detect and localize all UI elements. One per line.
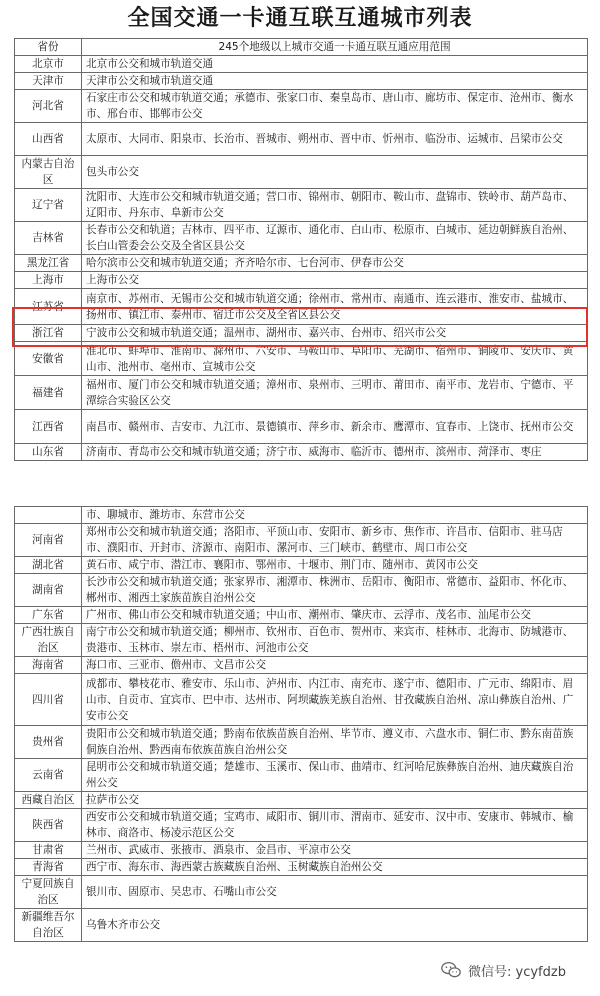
province-cell: 甘肃省 <box>15 842 82 859</box>
province-cell: 上海市 <box>15 272 82 289</box>
table-row <box>15 557 588 574</box>
scope-cell: 哈尔滨市公交和城市轨道交通；齐齐哈尔市、七台河市、伊春市公交 <box>82 255 588 272</box>
table-row <box>15 73 588 90</box>
page-title: 全国交通一卡通互联互通城市列表 <box>127 6 473 31</box>
scope-cell: 长沙市公交和城市轨道交通；张家界市、湘潭市、株洲市、岳阳市、衡阳市、常德市、益阳市、怀化市、郴州市、湘西土家族苗族自治州公交 <box>82 574 588 607</box>
table-row <box>15 255 588 272</box>
table-row <box>15 123 588 156</box>
table-row <box>15 325 588 342</box>
province-cell: 内蒙古自治区 <box>15 156 82 189</box>
province-cell: 宁夏回族自治区 <box>15 876 82 909</box>
watermark <box>440 956 590 984</box>
province-cell: 新疆维吾尔自治区 <box>15 909 82 942</box>
table-row <box>15 657 588 674</box>
scope-cell: 长春市公交和轨道；吉林市、四平市、辽源市、通化市、白山市、松原市、白城市、延边朝鲜族自治州、长白山管委会公交及全省区县公交 <box>82 222 588 255</box>
table-row <box>15 792 588 809</box>
wechat-icon <box>440 959 462 981</box>
scope-cell: 上海市公交 <box>82 272 588 289</box>
table-row <box>15 909 588 942</box>
scope-cell: 成都市、攀枝花市、雅安市、乐山市、泸州市、内江市、南充市、遂宁市、德阳市、广元市、绵阳市、眉山市、自贡市、宜宾市、巴中市、达州市、阿坝藏族羌族自治州、甘孜藏族自治州、凉山彝族自治州、广安市公交 <box>82 674 588 726</box>
scope-cell: 南京市、苏州市、无锡市公交和城市轨道交通；徐州市、常州市、南通市、连云港市、淮安市、盐城市、扬州市、镇江市、泰州市、宿迁市公交及全省区县公交 <box>82 289 588 325</box>
province-cell <box>15 507 82 524</box>
province-cell: 山东省 <box>15 444 82 461</box>
province-cell: 安徽省 <box>15 342 82 376</box>
table-row <box>15 876 588 909</box>
scope-cell: 济南市、青岛市公交和城市轨道交通；济宁市、威海市、临沂市、德州市、滨州市、菏泽市、枣庄 <box>82 444 588 461</box>
scope-cell: 拉萨市公交 <box>82 792 588 809</box>
table-row <box>15 444 588 461</box>
province-cell: 河北省 <box>15 90 82 123</box>
province-cell: 江西省 <box>15 410 82 444</box>
table-row <box>15 410 588 444</box>
scope-cell: 天津市公交和城市轨道交通 <box>82 73 588 90</box>
province-cell: 广东省 <box>15 607 82 624</box>
table-row <box>15 90 588 123</box>
province-cell: 广西壮族自治区 <box>15 624 82 657</box>
province-cell: 四川省 <box>15 674 82 726</box>
scope-cell: 淮北市、蚌埠市、淮南市、滁州市、六安市、马鞍山市、阜阳市、芜湖市、宿州市、铜陵市、安庆市、黄山市、池州市、亳州市、宣城市公交 <box>82 342 588 376</box>
scope-cell: 西安市公交和城市轨道交通；宝鸡市、咸阳市、铜川市、渭南市、延安市、汉中市、安康市、韩城市、榆林市、商洛市、杨凌示范区公交 <box>82 809 588 842</box>
table-row <box>15 809 588 842</box>
table-row <box>15 624 588 657</box>
table-row <box>15 272 588 289</box>
scope-cell: 石家庄市公交和城市轨道交通；承德市、张家口市、秦皇岛市、唐山市、廊坊市、保定市、沧州市、衡水市、邢台市、邯郸市公交 <box>82 90 588 123</box>
province-cell: 青海省 <box>15 859 82 876</box>
province-cell: 湖南省 <box>15 574 82 607</box>
scope-cell: 广州市、佛山市公交和城市轨道交通；中山市、潮州市、肇庆市、云浮市、茂名市、汕尾市公交 <box>82 607 588 624</box>
table-row <box>15 222 588 255</box>
scope-cell: 沈阳市、大连市公交和城市轨道交通；营口市、锦州市、朝阳市、鞍山市、盘锦市、铁岭市、葫芦岛市、辽阳市、丹东市、阜新市公交 <box>82 189 588 222</box>
scope-cell: 宁波市公交和城市轨道交通；温州市、湖州市、嘉兴市、台州市、绍兴市公交 <box>82 325 588 342</box>
table-row <box>15 859 588 876</box>
scope-cell: 南昌市、赣州市、吉安市、九江市、景德镇市、萍乡市、新余市、鹰潭市、宜春市、上饶市、抚州市公交 <box>82 410 588 444</box>
province-cell: 天津市 <box>15 73 82 90</box>
table-row <box>15 507 588 524</box>
province-cell: 浙江省 <box>15 325 82 342</box>
table-row <box>15 189 588 222</box>
province-cell: 海南省 <box>15 657 82 674</box>
table-row <box>15 56 588 73</box>
province-cell: 辽宁省 <box>15 189 82 222</box>
province-cell: 山西省 <box>15 123 82 156</box>
scope-cell: 兰州市、武威市、张掖市、酒泉市、金昌市、平凉市公交 <box>82 842 588 859</box>
province-cell: 湖北省 <box>15 557 82 574</box>
table-row <box>15 574 588 607</box>
province-cell: 黑龙江省 <box>15 255 82 272</box>
scope-cell: 乌鲁木齐市公交 <box>82 909 588 942</box>
province-cell: 西藏自治区 <box>15 792 82 809</box>
table-header-row <box>15 39 588 56</box>
scope-cell: 福州市、厦门市公交和城市轨道交通；漳州市、泉州市、三明市、莆田市、南平市、龙岩市、宁德市、平潭综合实验区公交 <box>82 376 588 410</box>
province-cell: 吉林省 <box>15 222 82 255</box>
table-row <box>15 342 588 376</box>
scope-cell: 西宁市、海东市、海西蒙古族藏族自治州、玉树藏族自治州公交 <box>82 859 588 876</box>
scope-cell: 北京市公交和城市轨道交通 <box>82 56 588 73</box>
scope-cell: 郑州市公交和城市轨道交通；洛阳市、平顶山市、安阳市、新乡市、焦作市、许昌市、信阳市、驻马店市、濮阳市、开封市、济源市、南阳市、漯河市、三门峡市、鹤壁市、周口市公交 <box>82 524 588 557</box>
scope-cell: 黄石市、咸宁市、潜江市、襄阳市、鄂州市、十堰市、荆门市、随州市、黄冈市公交 <box>82 557 588 574</box>
scope-cell: 南宁市公交和城市轨道交通；柳州市、钦州市、百色市、贺州市、来宾市、桂林市、北海市、防城港市、贵港市、玉林市、崇左市、梧州市、河池市公交 <box>82 624 588 657</box>
table-row <box>15 674 588 726</box>
province-cell: 江苏省 <box>15 289 82 325</box>
table-row <box>15 759 588 792</box>
watermark-text: 微信号: ycyfdzb <box>468 964 566 980</box>
scope-cell: 昆明市公交和城市轨道交通；楚雄市、玉溪市、保山市、曲靖市、红河哈尼族彝族自治州、迪庆藏族自治州公交 <box>82 759 588 792</box>
table-row <box>15 842 588 859</box>
scope-cell: 银川市、固原市、吴忠市、石嘴山市公交 <box>82 876 588 909</box>
province-cell: 福建省 <box>15 376 82 410</box>
scope-cell: 太原市、大同市、阳泉市、长治市、晋城市、朔州市、晋中市、忻州市、临汾市、运城市、吕梁市公交 <box>82 123 588 156</box>
table-row <box>15 376 588 410</box>
table-row <box>15 524 588 557</box>
table-row <box>15 289 588 325</box>
scope-cell: 贵阳市公交和城市轨道交通；黔南布依族苗族自治州、毕节市、遵义市、六盘水市、铜仁市、黔东南苗族侗族自治州、黔西南布依族苗族自治州公交 <box>82 726 588 759</box>
scope-cell: 海口市、三亚市、儋州市、文昌市公交 <box>82 657 588 674</box>
table-row <box>15 156 588 189</box>
header-province: 省份 <box>15 39 82 56</box>
province-cell: 河南省 <box>15 524 82 557</box>
province-cell: 北京市 <box>15 56 82 73</box>
scope-cell: 包头市公交 <box>82 156 588 189</box>
province-cell: 云南省 <box>15 759 82 792</box>
province-cell: 贵州省 <box>15 726 82 759</box>
city-table-part-2 <box>14 506 588 942</box>
city-table-part-1 <box>14 38 588 461</box>
scope-cell: 市、聊城市、潍坊市、东营市公交 <box>82 507 588 524</box>
province-cell: 陕西省 <box>15 809 82 842</box>
header-scope: 245个地级以上城市交通一卡通互联互通应用范围 <box>82 39 588 56</box>
table-row <box>15 726 588 759</box>
table-row <box>15 607 588 624</box>
